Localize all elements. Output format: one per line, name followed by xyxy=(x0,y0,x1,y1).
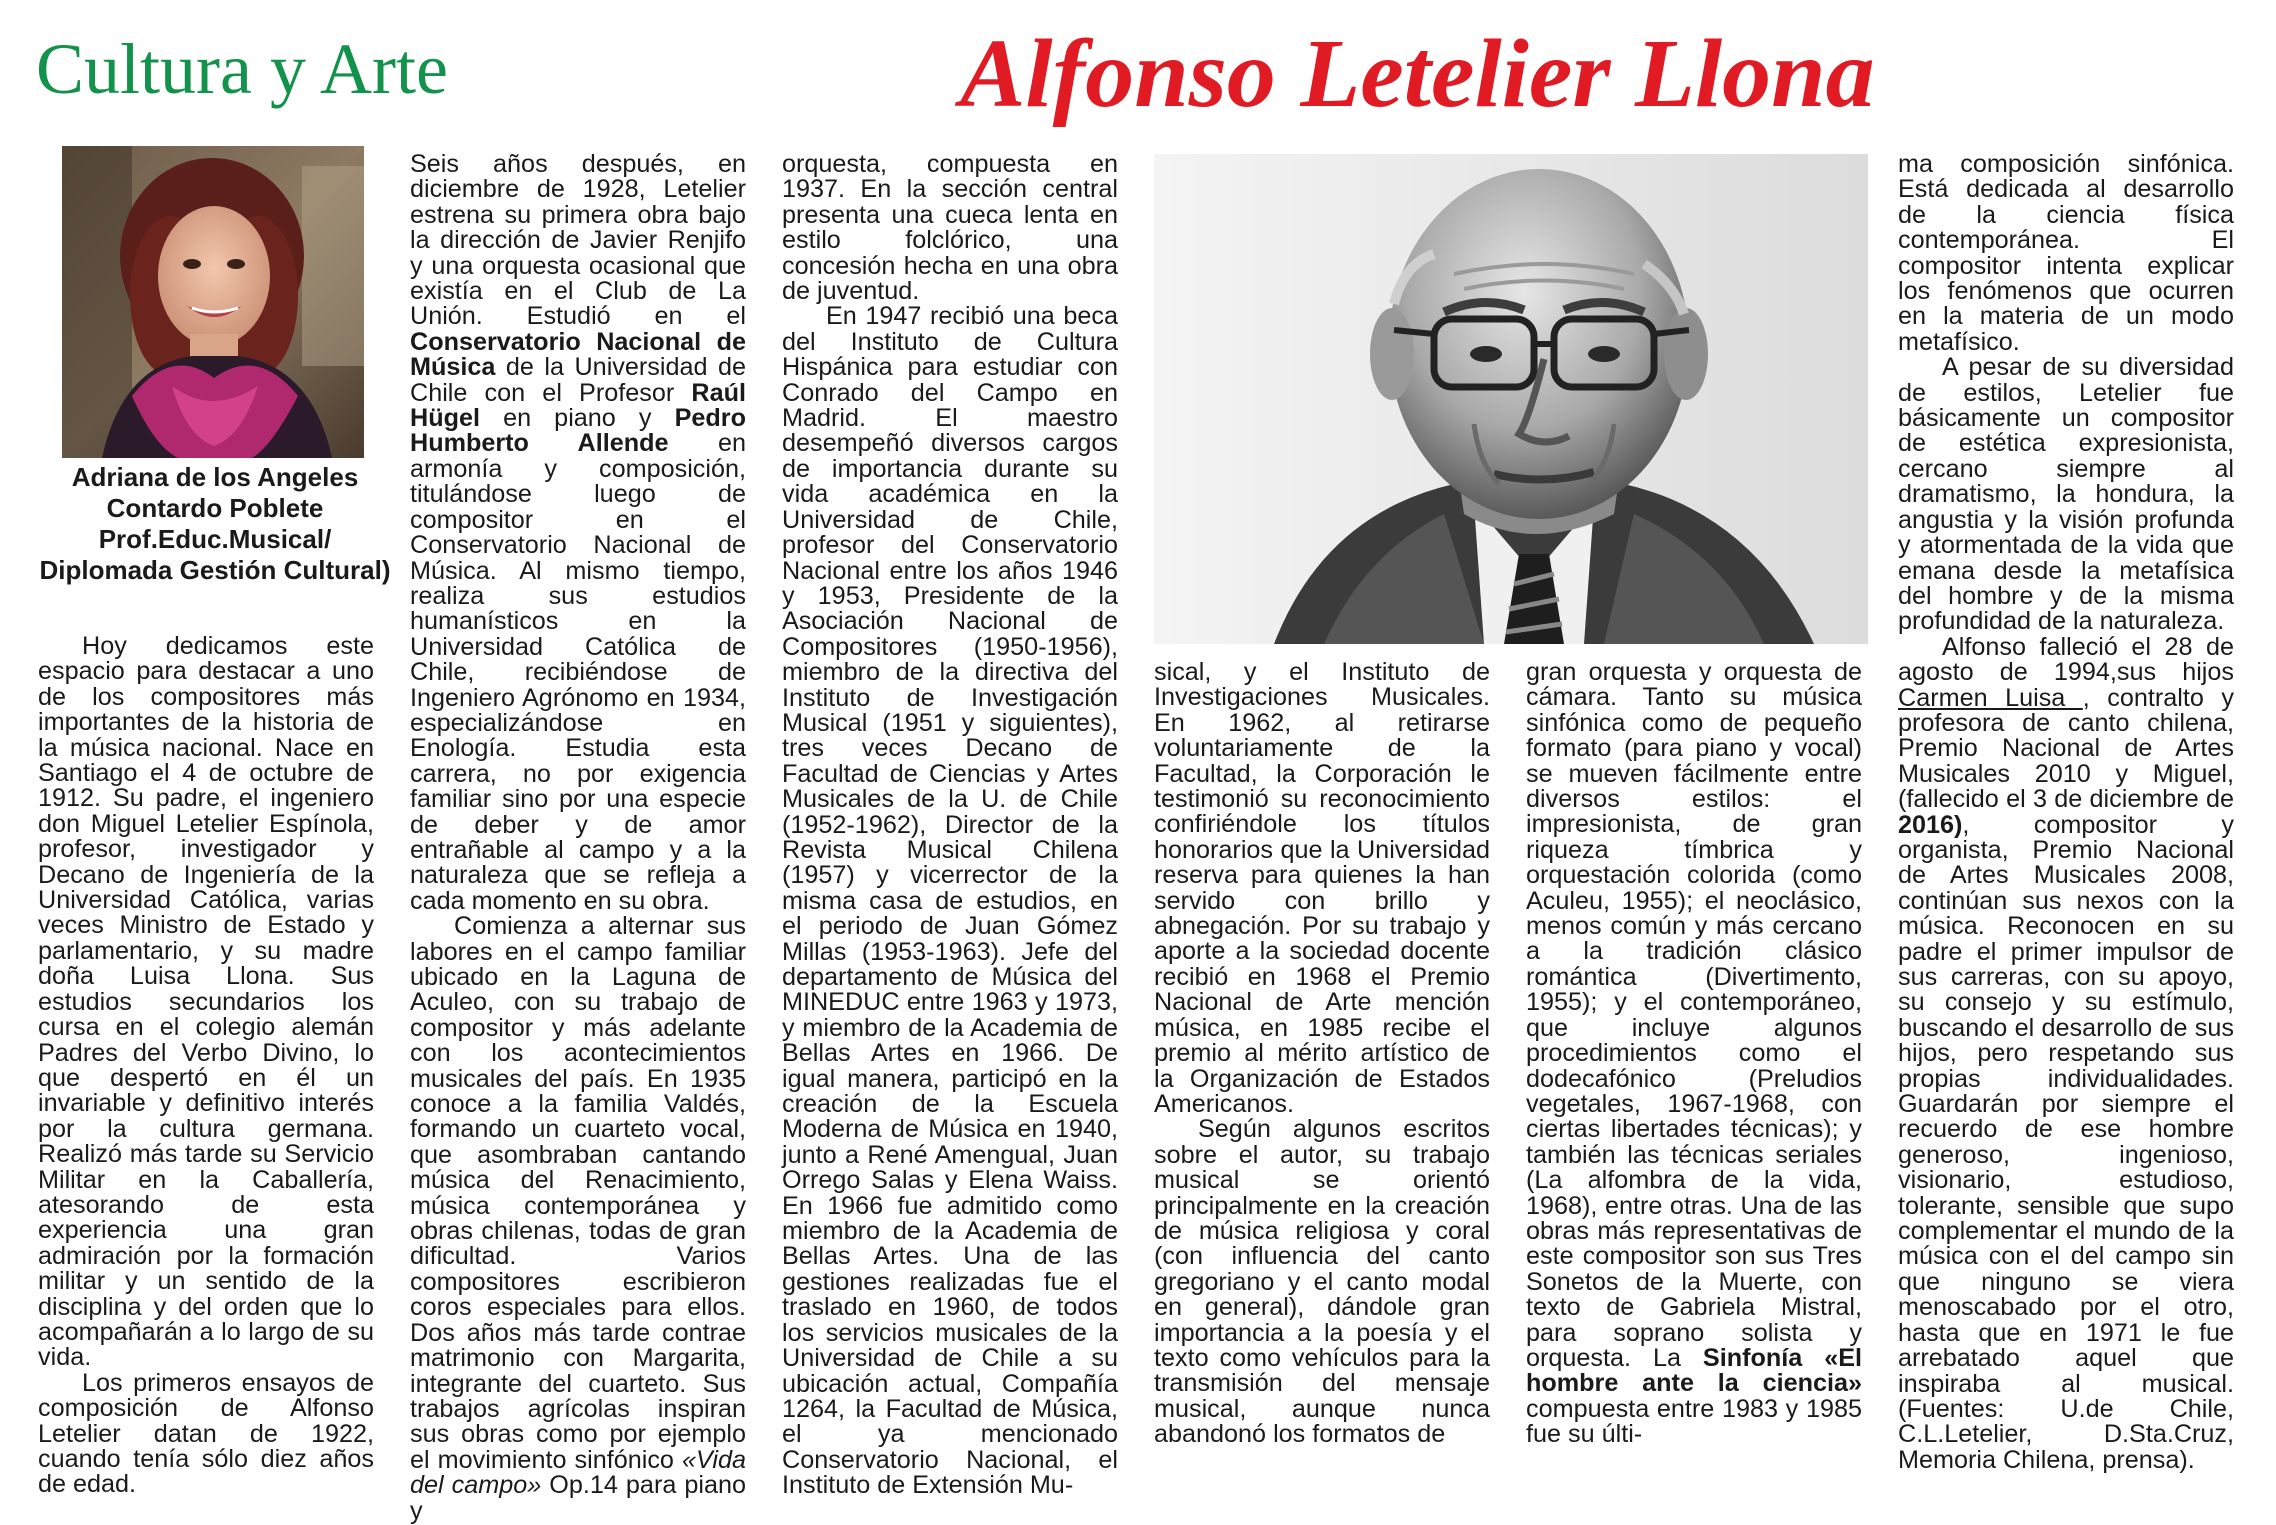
article-column-1 xyxy=(38,634,374,1498)
paragraph: gran orquesta y orquesta de cámara. Tanto su música sinfónica como de pequeño formato (para piano y vocal) se mueven fácilmente entre diversos estilos: el impresionista, de gran riqueza tímbrica y orquestación colorida (como Aculeu, 1955); el neoclásico, menos común y más cercano a la tradición clásico romántica (Divertimento, 1955); y el contemporáneo, que incluye algunos procedimientos como el dodecafónico (Preludios vegetales, 1967-1968, con ciertas libertades técnicas); y también las técnicas seriales (La alfombra de la vida, 1968), entre otras. Una de las obras más representativas de este compositor son sus Tres Sonetos de la Muerte, con texto de Gabriela Mistral, para soprano solista y orquesta. La Sinfonía «El hombre ante la ciencia» compuesta entre 1983 y 1985 fue su últi- xyxy=(1526,658,1862,1449)
section-title: Cultura y Arte xyxy=(36,29,448,109)
alfonso-letelier-portrait xyxy=(1154,154,1868,644)
paragraph: Alfonso falleció el 28 de agosto de 1994,sus hijos Carmen Luisa , contralto y profesora de canto chilena, Premio Nacional de Artes Musicales 2010 y Miguel, (fallecido el 3 de diciembre de 2016), compositor y organista, Premio Nacional de Artes Musicales 2008, continúan sus nexos con la música. Reconocen en su padre el primer impulsor de sus carreras, con su apoyo, su consejo y su estímulo, buscando el desarrollo de sus hijos, pero respetando sus propias individualidades. Guardarán por siempre el recuerdo de ese hombre generoso, ingenioso, visionario, estudioso, tolerante, sensible que supo complementar el mundo de la música con el del campo sin que ninguno se viera menoscabado por el otro, hasta que en 1971 le fue arrebatado aquel que inspiraba al musical. (Fuentes: U.de Chile, C.L.Letelier, D.Sta.Cruz, Memoria Chilena, prensa). xyxy=(1898,632,2234,1474)
paragraph: Comienza a alternar sus labores en el campo familiar ubicado en la Laguna de Aculeo, con su trabajo de compositor y más adelante con los acontecimientos musicales del país. En 1935 conoce a la familia Valdés, formando un cuarteto vocal, que asombraban cantando música del Renacimiento, música contemporánea y obras chilenas, todas de gran dificultad. Varios compositores escribieron coros especiales para ellos. Dos años más tarde contrae matrimonio con Margarita, integrante del cuarteto. Sus trabajos agrícolas inspiran sus obras como por ejemplo el movimiento sinfónico «Vida del campo» Op.14 para piano y xyxy=(410,912,746,1525)
article-column-5 xyxy=(1526,660,1862,1448)
paragraph: A pesar de su diversidad de estilos, Letelier fue básicamente un compositor de estética expresionista, cercano siempre al dramatismo, la hondura, la angustia y la visión profunda y atormentada de la vida que emana desde la metafísica del hombre y de la misma profundidad de la naturaleza. xyxy=(1898,353,2234,636)
paragraph: Hoy dedicamos este espacio para destacar a uno de los compositores más importantes de la historia de la música nacional. Nace en Santiago el 4 de octubre de 1912. Su padre, el ingeniero don Miguel Letelier Espínola, profesor, investigador y Decano de Ingeniería de la Universidad Católica, varias veces Ministro de Estado y parlamentario, y su madre doña Luisa Llona. Sus estudios secundarios los cursa en el colegio alemán Padres del Verbo Divino, lo que despertó en él un invariable y definitivo interés por la cultura germana. Realizó más tarde su Servicio Militar en la Caballería, atesorando de esta experiencia una gran admiración por la formación militar y un sentido de la disciplina y del orden que lo acompañarán a lo largo de su vida. xyxy=(38,632,374,1372)
author-credentials: Prof.Educ.Musical/ Diplomada Gestión Cultural) xyxy=(39,524,391,585)
paragraph: ma composición sinfónica. Está dedicada al desarrollo de la ciencia física contemporánea. El compositor intenta explicar los fenómenos que ocurren en la materia de un modo metafísico. xyxy=(1898,150,2234,356)
paragraph: En 1947 recibió una beca del Instituto de Cultura Hispánica para estudiar con Conrado del Campo en Madrid. El maestro desempeñó diversos cargos de importancia durante su vida académica en la Universidad de Chile, profesor del Conservatorio Nacional entre los años 1946 y 1953, Presidente de la Asociación Nacional de Compositores (1950-1956), miembro de la directiva del Instituto de Investigación Musical (1951 y siguientes), tres veces Decano de Facultad de Ciencias y Artes Musicales de la U. de Chile (1952-1962), Director de la Revista Musical Chilena (1957) y vicerrector de la misma casa de estudios, en el periodo de Juan Gómez Millas (1953-1963). Jefe del departamento de Música del MINEDUC entre 1963 y 1973, y miembro de la Academia de Bellas Artes en 1966. De igual manera, participó en la creación de la Escuela Moderna de Música en 1940, junto a René Amengual, Juan Orrego Salas y Elena Waiss. En 1966 fue admitido como miembro de la Academia de Bellas Artes. Una de las gestiones realizadas fue el traslado en 1960, de todos los servicios musicales de la Universidad de Chile a su ubicación actual, Compañía 1264, la Facultad de Música, el ya mencionado Conservatorio Nacional, el Instituto de Extensión Mu- xyxy=(782,302,1118,1500)
paragraph: Según algunos escritos sobre el autor, su trabajo musical se orientó principalmente en la creación de música religiosa y coral (con influencia del canto gregoriano y el canto modal en general), dándole gran importancia a la poesía y el texto como vehículos para la transmisión del mensaje musical, aunque nunca abandonó los formatos de xyxy=(1154,1115,1490,1449)
author-byline xyxy=(30,462,400,586)
article-headline: Alfonso Letelier Llona xyxy=(960,20,1875,128)
paragraph: orquesta, compuesta en 1937. En la sección central presenta una cueca lenta en estilo folclórico, una concesión hecha en una obra de juventud. xyxy=(782,150,1118,306)
author-photo xyxy=(62,146,364,458)
article-column-2 xyxy=(410,152,746,1524)
paragraph: sical, y el Instituto de Investigaciones Musicales. En 1962, al retirarse voluntariamente de la Facultad, la Corporación le testimonió su reconocimiento confiriéndole los títulos honorarios que la Universidad reserva para quienes la han servido con brillo y abnegación. Por su trabajo y aporte a la sociedad docente recibió en 1968 el Premio Nacional de Arte mención música, en 1985 recibe el premio al mérito artístico de la Organización de Estados Americanos. xyxy=(1154,658,1490,1118)
author-name: Adriana de los Angeles Contardo Poblete xyxy=(71,462,359,523)
paragraph: Seis años después, en diciembre de 1928, Letelier estrena su primera obra bajo la dirección de Javier Renjifo y una orquesta ocasional que existía en el Club de La Unión. Estudió en el Conservatorio Nacional de Música de la Universidad de Chile con el Profesor Raúl Hügel en piano y Pedro Humberto Allende en armonía y composición, titulándose luego de compositor en el Conservatorio Nacional de Música. Al mismo tiempo, realiza sus estudios humanísticos en la Universidad Católica de Chile, recibiéndose de Ingeniero Agrónomo en 1934, especializándose en Enología. Estudia esta carrera, no por exigencia familiar sino por una especie de deber y de amor entrañable al campo y a la naturaleza que se refleja a cada momento en su obra. xyxy=(410,150,746,915)
article-column-3 xyxy=(782,152,1118,1499)
paragraph: Los primeros ensayos de composición de Alfonso Letelier datan de 1922, cuando tenía sólo diez años de edad. xyxy=(38,1368,374,1499)
article-column-4 xyxy=(1154,660,1490,1448)
article-column-6 xyxy=(1898,152,2234,1473)
